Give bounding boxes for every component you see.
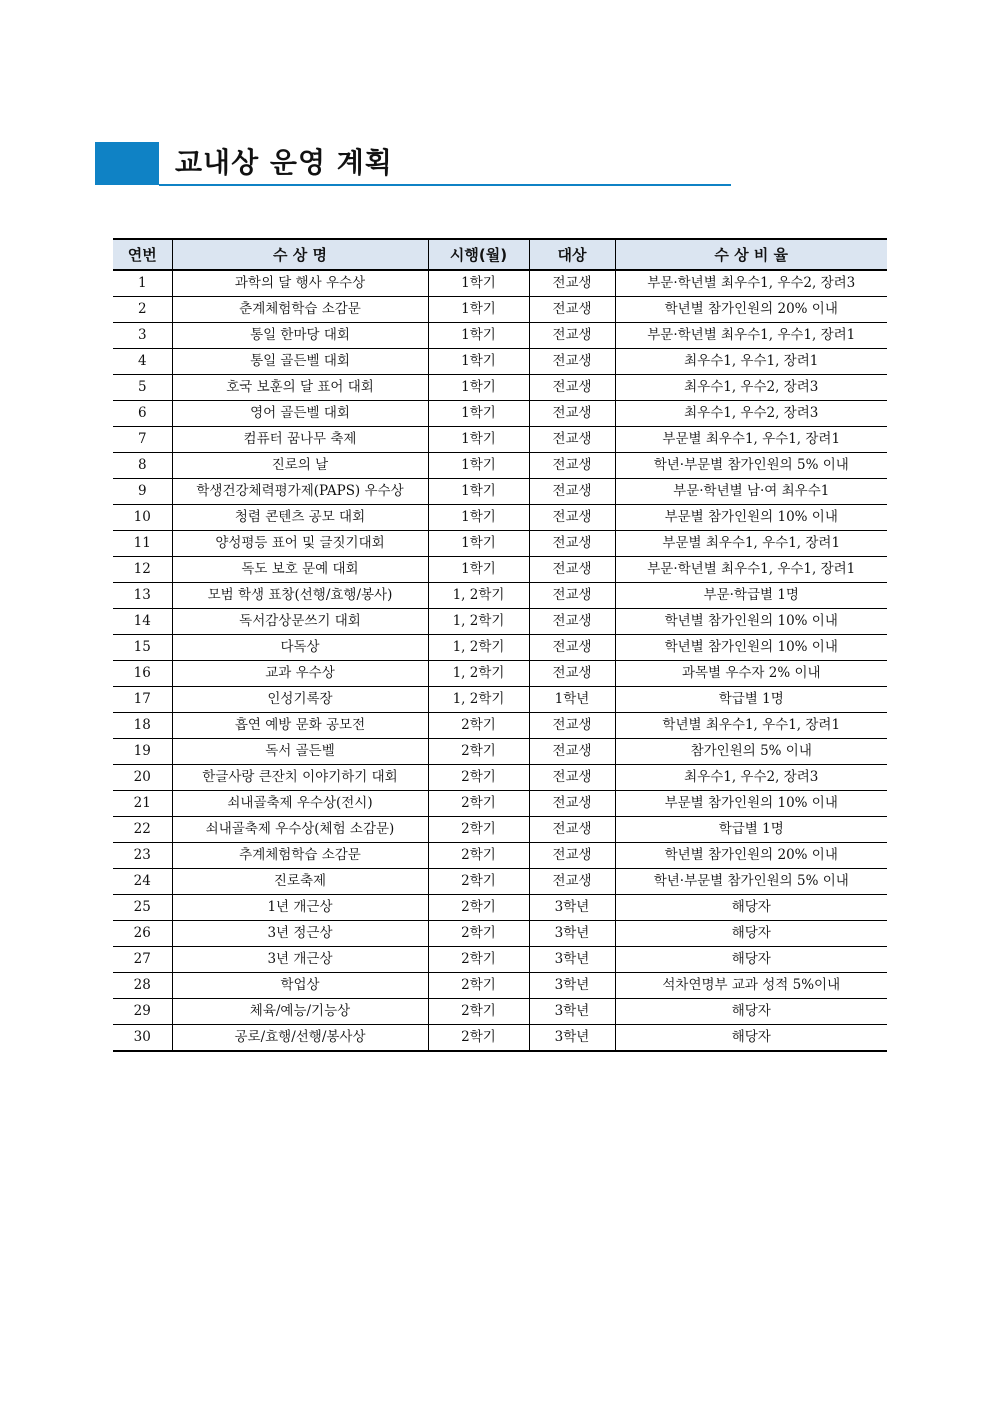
cell-award-name: 통일 한마당 대회 [172, 323, 428, 349]
cell-award-ratio: 부문·학년별 최우수1, 우수2, 장려3 [615, 270, 887, 297]
cell-target: 전교생 [529, 713, 615, 739]
title-underline [159, 184, 731, 186]
cell-period: 2학기 [428, 999, 529, 1025]
cell-period: 2학기 [428, 1025, 529, 1052]
cell-award-name: 호국 보훈의 달 표어 대회 [172, 375, 428, 401]
cell-award-name: 한글사랑 큰잔치 이야기하기 대회 [172, 765, 428, 791]
cell-award-name: 모범 학생 표창(선행/효행/봉사) [172, 583, 428, 609]
table-row [113, 531, 887, 557]
cell-award-name: 컴퓨터 꿈나무 축제 [172, 427, 428, 453]
cell-number: 21 [113, 791, 172, 817]
cell-award-ratio: 참가인원의 5% 이내 [615, 739, 887, 765]
cell-award-ratio: 과목별 우수자 2% 이내 [615, 661, 887, 687]
cell-target: 전교생 [529, 349, 615, 375]
cell-award-ratio: 학년별 참가인원의 20% 이내 [615, 297, 887, 323]
header-number: 연번 [113, 239, 172, 270]
header-award-ratio: 수 상 비 율 [615, 239, 887, 270]
table-row [113, 895, 887, 921]
cell-number: 13 [113, 583, 172, 609]
cell-period: 2학기 [428, 895, 529, 921]
table-row [113, 401, 887, 427]
title-accent-bar [95, 142, 159, 185]
cell-period: 1학기 [428, 401, 529, 427]
table-row [113, 270, 887, 297]
cell-target: 전교생 [529, 323, 615, 349]
table-row [113, 687, 887, 713]
cell-target: 전교생 [529, 270, 615, 297]
table-row [113, 297, 887, 323]
cell-number: 20 [113, 765, 172, 791]
cell-number: 18 [113, 713, 172, 739]
cell-award-ratio: 최우수1, 우수2, 장려3 [615, 401, 887, 427]
cell-award-ratio: 학급별 1명 [615, 687, 887, 713]
cell-target: 전교생 [529, 661, 615, 687]
cell-period: 1학기 [428, 453, 529, 479]
cell-award-ratio: 학년·부문별 참가인원의 5% 이내 [615, 869, 887, 895]
cell-period: 1학기 [428, 270, 529, 297]
table-row [113, 453, 887, 479]
cell-period: 1학기 [428, 323, 529, 349]
table-row [113, 479, 887, 505]
table-row [113, 349, 887, 375]
cell-award-name: 영어 골든벨 대회 [172, 401, 428, 427]
cell-number: 5 [113, 375, 172, 401]
cell-award-name: 교과 우수상 [172, 661, 428, 687]
table-row [113, 505, 887, 531]
cell-target: 전교생 [529, 609, 615, 635]
cell-period: 2학기 [428, 791, 529, 817]
cell-number: 4 [113, 349, 172, 375]
cell-number: 6 [113, 401, 172, 427]
cell-period: 2학기 [428, 713, 529, 739]
cell-number: 28 [113, 973, 172, 999]
cell-award-name: 진로의 날 [172, 453, 428, 479]
cell-award-ratio: 해당자 [615, 895, 887, 921]
cell-target: 전교생 [529, 531, 615, 557]
table-row [113, 869, 887, 895]
cell-award-name: 3년 개근상 [172, 947, 428, 973]
cell-number: 7 [113, 427, 172, 453]
section-title-block [95, 142, 731, 188]
cell-target: 3학년 [529, 999, 615, 1025]
cell-award-ratio: 부문·학년별 최우수1, 우수1, 장려1 [615, 323, 887, 349]
cell-target: 전교생 [529, 401, 615, 427]
cell-period: 1, 2학기 [428, 609, 529, 635]
cell-award-ratio: 학년별 최우수1, 우수1, 장려1 [615, 713, 887, 739]
cell-target: 3학년 [529, 947, 615, 973]
cell-award-name: 쇠내골축제 우수상(전시) [172, 791, 428, 817]
cell-award-ratio: 해당자 [615, 1025, 887, 1052]
cell-target: 전교생 [529, 453, 615, 479]
cell-award-name: 독서 골든벨 [172, 739, 428, 765]
cell-period: 2학기 [428, 869, 529, 895]
cell-award-ratio: 해당자 [615, 999, 887, 1025]
table-row [113, 739, 887, 765]
cell-target: 전교생 [529, 791, 615, 817]
awards-table-body [113, 270, 887, 1051]
table-row [113, 713, 887, 739]
cell-award-name: 독서감상문쓰기 대회 [172, 609, 428, 635]
cell-award-name: 과학의 달 행사 우수상 [172, 270, 428, 297]
cell-number: 3 [113, 323, 172, 349]
cell-number: 23 [113, 843, 172, 869]
cell-award-ratio: 부문별 참가인원의 10% 이내 [615, 505, 887, 531]
cell-number: 11 [113, 531, 172, 557]
cell-number: 24 [113, 869, 172, 895]
cell-target: 전교생 [529, 869, 615, 895]
cell-award-name: 학생건강체력평가제(PAPS) 우수상 [172, 479, 428, 505]
cell-number: 22 [113, 817, 172, 843]
cell-target: 3학년 [529, 921, 615, 947]
cell-target: 3학년 [529, 973, 615, 999]
header-row [113, 239, 887, 270]
header-target: 대상 [529, 239, 615, 270]
cell-period: 1, 2학기 [428, 635, 529, 661]
cell-award-name: 양성평등 표어 및 글짓기대회 [172, 531, 428, 557]
table-row [113, 921, 887, 947]
table-row [113, 635, 887, 661]
cell-period: 2학기 [428, 843, 529, 869]
cell-award-name: 청렴 콘텐츠 공모 대회 [172, 505, 428, 531]
cell-target: 전교생 [529, 479, 615, 505]
cell-number: 29 [113, 999, 172, 1025]
cell-award-ratio: 학년별 참가인원의 10% 이내 [615, 609, 887, 635]
cell-target: 3학년 [529, 895, 615, 921]
cell-award-ratio: 학년별 참가인원의 20% 이내 [615, 843, 887, 869]
cell-period: 1학기 [428, 349, 529, 375]
cell-award-name: 추계체험학습 소감문 [172, 843, 428, 869]
cell-award-name: 춘계체험학습 소감문 [172, 297, 428, 323]
cell-period: 1, 2학기 [428, 583, 529, 609]
header-period: 시행(월) [428, 239, 529, 270]
cell-target: 전교생 [529, 505, 615, 531]
cell-target: 전교생 [529, 843, 615, 869]
table-row [113, 609, 887, 635]
cell-number: 27 [113, 947, 172, 973]
cell-period: 1학기 [428, 297, 529, 323]
cell-award-name: 3년 정근상 [172, 921, 428, 947]
table-row [113, 323, 887, 349]
cell-award-name: 학업상 [172, 973, 428, 999]
cell-award-ratio: 최우수1, 우수2, 장려3 [615, 375, 887, 401]
cell-award-ratio: 학급별 1명 [615, 817, 887, 843]
cell-award-name: 공로/효행/선행/봉사상 [172, 1025, 428, 1052]
cell-period: 2학기 [428, 921, 529, 947]
cell-award-name: 인성기록장 [172, 687, 428, 713]
table-row [113, 817, 887, 843]
cell-period: 2학기 [428, 947, 529, 973]
cell-award-ratio: 최우수1, 우수1, 장려1 [615, 349, 887, 375]
cell-award-name: 독도 보호 문예 대회 [172, 557, 428, 583]
cell-number: 2 [113, 297, 172, 323]
cell-target: 전교생 [529, 635, 615, 661]
cell-number: 26 [113, 921, 172, 947]
cell-number: 30 [113, 1025, 172, 1052]
cell-award-ratio: 해당자 [615, 921, 887, 947]
cell-period: 1학기 [428, 557, 529, 583]
cell-period: 1학기 [428, 505, 529, 531]
cell-award-ratio: 부문·학년별 최우수1, 우수1, 장려1 [615, 557, 887, 583]
cell-award-ratio: 부문별 최우수1, 우수1, 장려1 [615, 427, 887, 453]
cell-target: 전교생 [529, 297, 615, 323]
cell-target: 전교생 [529, 765, 615, 791]
cell-number: 9 [113, 479, 172, 505]
cell-award-name: 1년 개근상 [172, 895, 428, 921]
cell-period: 2학기 [428, 765, 529, 791]
table-row [113, 791, 887, 817]
cell-period: 1, 2학기 [428, 661, 529, 687]
cell-number: 1 [113, 270, 172, 297]
header-award-name: 수 상 명 [172, 239, 428, 270]
table-row [113, 947, 887, 973]
cell-number: 8 [113, 453, 172, 479]
cell-target: 1학년 [529, 687, 615, 713]
cell-award-ratio: 학년·부문별 참가인원의 5% 이내 [615, 453, 887, 479]
cell-period: 2학기 [428, 739, 529, 765]
cell-period: 1학기 [428, 375, 529, 401]
table-row [113, 557, 887, 583]
cell-award-ratio: 부문별 참가인원의 10% 이내 [615, 791, 887, 817]
table-row [113, 1025, 887, 1052]
table-row [113, 999, 887, 1025]
table-row [113, 843, 887, 869]
cell-number: 19 [113, 739, 172, 765]
cell-award-ratio: 석차연명부 교과 성적 5%이내 [615, 973, 887, 999]
cell-award-ratio: 학년별 참가인원의 10% 이내 [615, 635, 887, 661]
cell-target: 전교생 [529, 739, 615, 765]
table-row [113, 375, 887, 401]
cell-award-name: 통일 골든벨 대회 [172, 349, 428, 375]
cell-award-ratio: 최우수1, 우수2, 장려3 [615, 765, 887, 791]
cell-number: 12 [113, 557, 172, 583]
cell-number: 10 [113, 505, 172, 531]
table-row [113, 661, 887, 687]
cell-target: 전교생 [529, 817, 615, 843]
cell-award-ratio: 부문·학급별 1명 [615, 583, 887, 609]
cell-period: 1학기 [428, 531, 529, 557]
cell-award-name: 체육/예능/기능상 [172, 999, 428, 1025]
table-row [113, 427, 887, 453]
cell-period: 1학기 [428, 427, 529, 453]
cell-number: 15 [113, 635, 172, 661]
cell-award-name: 흡연 예방 문화 공모전 [172, 713, 428, 739]
cell-target: 전교생 [529, 427, 615, 453]
cell-award-ratio: 부문별 최우수1, 우수1, 장려1 [615, 531, 887, 557]
cell-award-name: 다독상 [172, 635, 428, 661]
cell-number: 14 [113, 609, 172, 635]
table-row [113, 765, 887, 791]
cell-award-name: 진로축제 [172, 869, 428, 895]
table-row [113, 583, 887, 609]
awards-table-header [113, 239, 887, 270]
cell-award-ratio: 부문·학년별 남·여 최우수1 [615, 479, 887, 505]
cell-award-ratio: 해당자 [615, 947, 887, 973]
cell-target: 3학년 [529, 1025, 615, 1052]
cell-period: 2학기 [428, 817, 529, 843]
cell-number: 25 [113, 895, 172, 921]
cell-number: 16 [113, 661, 172, 687]
table-row [113, 973, 887, 999]
page-title: 교내상 운영 계획 [175, 146, 393, 179]
cell-target: 전교생 [529, 375, 615, 401]
cell-target: 전교생 [529, 583, 615, 609]
cell-period: 1학기 [428, 479, 529, 505]
cell-number: 17 [113, 687, 172, 713]
awards-table [113, 238, 887, 1052]
cell-award-name: 쇠내골축제 우수상(체험 소감문) [172, 817, 428, 843]
cell-target: 전교생 [529, 557, 615, 583]
cell-period: 2학기 [428, 973, 529, 999]
cell-period: 1, 2학기 [428, 687, 529, 713]
